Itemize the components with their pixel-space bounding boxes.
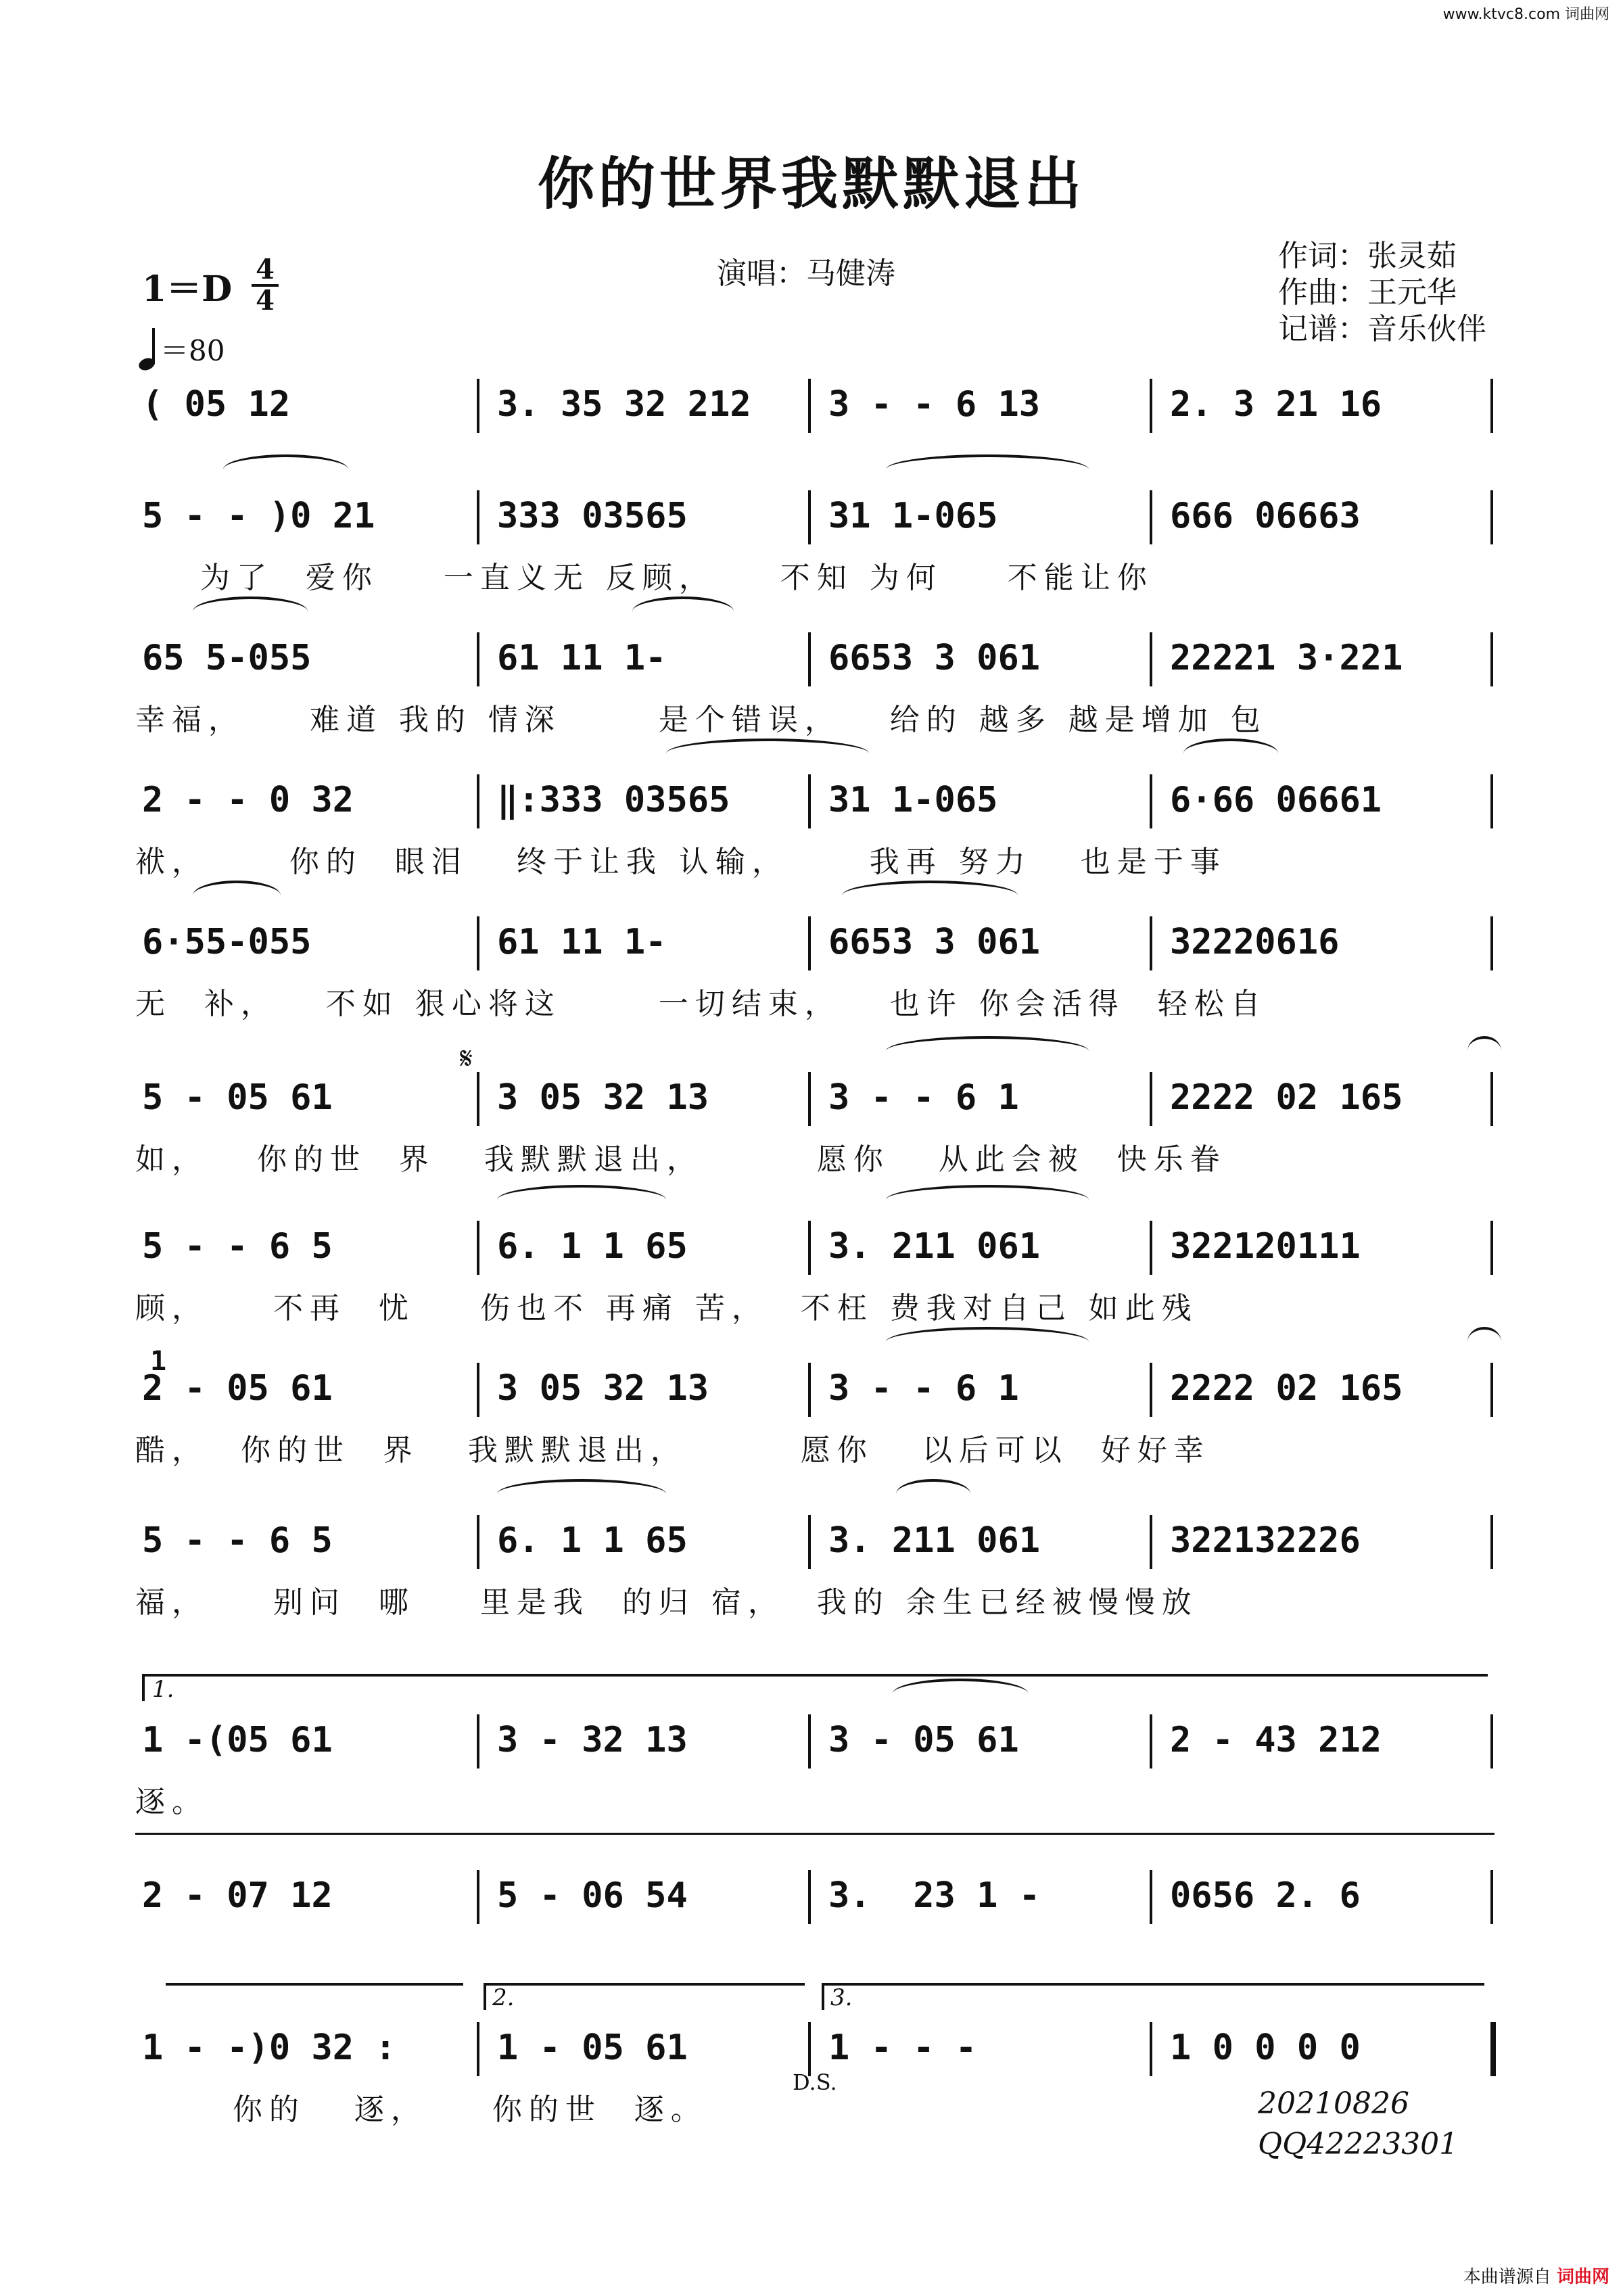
lyrics-row: 你的 逐， 你的世 逐。 bbox=[135, 2092, 707, 2127]
barline bbox=[1490, 379, 1493, 433]
barline bbox=[808, 1221, 811, 1275]
measure: 1 - 05 61 bbox=[497, 2028, 688, 2068]
barline bbox=[1490, 1072, 1493, 1126]
measure: 6·66 06661 bbox=[1170, 780, 1382, 820]
volta-end-line bbox=[166, 1983, 463, 1986]
measure: 6. 1 1 65 bbox=[497, 1520, 688, 1561]
slur-mark bbox=[1467, 1327, 1501, 1357]
composer-credit: 作曲：王元华 bbox=[1278, 275, 1457, 310]
time-bottom: 4 bbox=[252, 284, 279, 315]
notes-row bbox=[135, 1711, 1495, 1769]
barline bbox=[477, 1221, 479, 1275]
measure: 6653 3 061 bbox=[828, 638, 1041, 678]
barline bbox=[808, 379, 811, 433]
singer-credit: 演唱：马健涛 bbox=[717, 256, 895, 291]
notes-row bbox=[135, 375, 1495, 434]
measure: 5 - - )0 21 bbox=[142, 496, 375, 536]
volta-1-tick bbox=[142, 1674, 145, 1701]
source-brand bbox=[1463, 2263, 1609, 2288]
slur-mark bbox=[1183, 739, 1278, 768]
slur-mark bbox=[1467, 1036, 1501, 1066]
lyrics-row: 袱， 你的 眼泪 终于让我 认输， 我再 努力 也是于事 bbox=[135, 845, 1227, 879]
brand-left: 本曲谱源自 bbox=[1463, 2267, 1551, 2287]
measure: 666 06663 bbox=[1170, 496, 1361, 536]
system-divider bbox=[135, 1833, 1495, 1835]
barline bbox=[477, 1363, 479, 1417]
slur-mark bbox=[193, 881, 281, 910]
brand-right: 词曲网 bbox=[1556, 2267, 1609, 2287]
lyrics-row bbox=[135, 1933, 1495, 1973]
barline bbox=[477, 632, 479, 686]
measure: 6. 1 1 65 bbox=[497, 1226, 688, 1267]
slur-mark bbox=[886, 1036, 1089, 1066]
measure: 3 - 32 13 bbox=[497, 1720, 688, 1760]
barline bbox=[1490, 2022, 1496, 2076]
measure: 61 11 1- bbox=[497, 638, 667, 678]
measure: 3. 23 1 - bbox=[828, 1875, 1041, 1916]
barline bbox=[1490, 1714, 1493, 1768]
ds-marking: D.S. bbox=[793, 2069, 837, 2095]
barline bbox=[477, 916, 479, 970]
measure: 3 - - 6 13 bbox=[828, 384, 1041, 425]
volta-3-label: 3. bbox=[830, 1984, 853, 2011]
barline bbox=[477, 1714, 479, 1768]
lyrics-row: 逐。 bbox=[135, 1785, 208, 1819]
lyricist-credit: 作词：张灵茹 bbox=[1278, 239, 1457, 273]
barline bbox=[1490, 1870, 1493, 1924]
volta-1-line bbox=[142, 1674, 1488, 1677]
measure: 31 1-065 bbox=[828, 780, 998, 820]
measure: 32220616 bbox=[1170, 922, 1340, 962]
lyrics-row: 如， 你的世 界 我默默退出， 愿你 从此会被 快乐眷 bbox=[135, 1142, 1227, 1177]
barline bbox=[1150, 2022, 1152, 2076]
time-signature bbox=[252, 256, 279, 315]
barline bbox=[1150, 379, 1152, 433]
measure: 5 - 06 54 bbox=[497, 1875, 688, 1916]
lyrics-row: 为了 爱你 一直义无 反顾， 不知 为何 不能让你 bbox=[135, 561, 1154, 595]
measure: ( 05 12 bbox=[142, 384, 291, 425]
lyrics-row: 幸福， 难道 我的 情深 是个错误， 给的 越多 越是增加 包 bbox=[135, 703, 1267, 737]
measure: 2 - 07 12 bbox=[142, 1875, 333, 1916]
slur-mark bbox=[497, 1185, 666, 1215]
slur-mark bbox=[886, 1185, 1089, 1215]
measure: 333 03565 bbox=[497, 496, 688, 536]
measure: 3. 211 061 bbox=[828, 1520, 1041, 1561]
measure: 1 -(05 61 bbox=[142, 1720, 333, 1760]
barline bbox=[1490, 632, 1493, 686]
notes-row bbox=[135, 1512, 1495, 1570]
measure: 1 0 0 0 0 bbox=[1170, 2028, 1361, 2068]
barline bbox=[808, 1363, 811, 1417]
measure: 2 - - 0 32 bbox=[142, 780, 354, 820]
measure: 22221 3·221 bbox=[1170, 638, 1403, 678]
barline bbox=[1490, 1515, 1493, 1569]
notes-row bbox=[135, 2019, 1495, 2077]
barline bbox=[1150, 1072, 1152, 1126]
slur-mark bbox=[497, 1479, 666, 1509]
lyrics-row: 福， 别问 哪 里是我 的归 宿， 我的 余生已经被慢慢放 bbox=[135, 1585, 1198, 1620]
notes-row bbox=[135, 1217, 1495, 1275]
measure: ‖:333 03565 bbox=[497, 780, 730, 820]
transcriber-qq: QQ42223301 bbox=[1258, 2127, 1459, 2161]
barline bbox=[477, 490, 479, 544]
barline bbox=[1150, 1714, 1152, 1768]
barline bbox=[808, 1515, 811, 1569]
slur-mark bbox=[886, 454, 1089, 484]
volta-3-line bbox=[822, 1983, 1484, 1986]
volta-2-line bbox=[484, 1983, 805, 1986]
slur-mark bbox=[842, 881, 1018, 910]
notes-row bbox=[135, 1867, 1495, 1925]
measure: 3 - - 6 1 bbox=[828, 1368, 1019, 1409]
lyrics-row: 酷， 你的世 界 我默默退出， 愿你 以后可以 好好幸 bbox=[135, 1433, 1210, 1468]
measure: 2. 3 21 16 bbox=[1170, 384, 1382, 425]
barline bbox=[1490, 916, 1493, 970]
slur-mark bbox=[193, 596, 308, 626]
barline bbox=[477, 379, 479, 433]
barline bbox=[1490, 490, 1493, 544]
barline bbox=[1150, 1221, 1152, 1275]
barline bbox=[808, 1714, 811, 1768]
measure: 2 - 43 212 bbox=[1170, 1720, 1382, 1760]
transcriber-credit: 记谱：音乐伙伴 bbox=[1278, 312, 1486, 346]
barline bbox=[477, 1870, 479, 1924]
barline bbox=[808, 1072, 811, 1126]
key-signature: 1＝D bbox=[142, 268, 233, 310]
measure: 3 05 32 13 bbox=[497, 1368, 709, 1409]
measure: 322120111 bbox=[1170, 1226, 1361, 1267]
barline bbox=[1490, 1221, 1493, 1275]
measure: 2 - 05 61 bbox=[142, 1368, 333, 1409]
barline bbox=[808, 916, 811, 970]
barline bbox=[1150, 1515, 1152, 1569]
tempo-marking bbox=[139, 328, 225, 370]
grace-note: 1 bbox=[150, 1346, 167, 1377]
barline bbox=[477, 2022, 479, 2076]
barline bbox=[1150, 632, 1152, 686]
notes-row bbox=[135, 771, 1495, 829]
barline bbox=[808, 774, 811, 828]
measure: 3 05 32 13 bbox=[497, 1077, 709, 1118]
measure: 6·55-055 bbox=[142, 922, 312, 962]
volta-2-tick bbox=[484, 1983, 486, 2010]
quarter-note-icon bbox=[139, 328, 156, 370]
measure: 0656 2. 6 bbox=[1170, 1875, 1361, 1916]
slur-mark bbox=[886, 1327, 1089, 1357]
measure: 322132226 bbox=[1170, 1520, 1361, 1561]
measure: 3 - 05 61 bbox=[828, 1720, 1019, 1760]
barline bbox=[1150, 774, 1152, 828]
measure: 65 5-055 bbox=[142, 638, 312, 678]
lyrics-row: 无 补， 不如 狠心将这 一切结束， 也许 你会活得 轻松自 bbox=[135, 987, 1267, 1021]
barline bbox=[808, 2022, 811, 2076]
barline bbox=[1150, 1870, 1152, 1924]
transcription-date: 20210826 bbox=[1258, 2086, 1409, 2121]
measure: 61 11 1- bbox=[497, 922, 667, 962]
barline bbox=[477, 1072, 479, 1126]
notes-row bbox=[135, 1359, 1495, 1418]
measure: 2222 02 165 bbox=[1170, 1077, 1403, 1118]
volta-1-label: 1. bbox=[152, 1676, 174, 1703]
measure: 3. 35 32 212 bbox=[497, 384, 751, 425]
slur-mark bbox=[666, 739, 869, 768]
measure: 3 - - 6 1 bbox=[828, 1077, 1019, 1118]
measure: 5 - - 6 5 bbox=[142, 1520, 333, 1561]
barline bbox=[1490, 1363, 1493, 1417]
barline bbox=[808, 490, 811, 544]
measure: 31 1-065 bbox=[828, 496, 998, 536]
slur-mark bbox=[896, 1479, 970, 1509]
measure: 3. 211 061 bbox=[828, 1226, 1041, 1267]
volta-2-label: 2. bbox=[492, 1984, 515, 2011]
notes-row bbox=[135, 629, 1495, 687]
barline bbox=[1150, 1363, 1152, 1417]
barline bbox=[477, 774, 479, 828]
tempo-value: ＝80 bbox=[160, 334, 225, 367]
measure: 5 - - 6 5 bbox=[142, 1226, 333, 1267]
measure: 1 - -)0 32 : bbox=[142, 2028, 396, 2068]
volta-3-tick bbox=[822, 1983, 824, 2010]
segno-icon: 𝄋 bbox=[460, 1041, 473, 1076]
barline bbox=[808, 1870, 811, 1924]
barline bbox=[1150, 916, 1152, 970]
slur-mark bbox=[223, 454, 348, 484]
time-top: 4 bbox=[256, 254, 275, 285]
barline bbox=[1490, 774, 1493, 828]
notes-row bbox=[135, 487, 1495, 545]
notes-row bbox=[135, 913, 1495, 971]
song-title: 你的世界我默默退出 bbox=[537, 150, 1085, 217]
measure: 1 - - - bbox=[828, 2028, 977, 2068]
barline bbox=[808, 632, 811, 686]
slur-mark bbox=[893, 1679, 1028, 1708]
barline bbox=[1150, 490, 1152, 544]
measure: 5 - 05 61 bbox=[142, 1077, 333, 1118]
notes-row bbox=[135, 1069, 1495, 1127]
slur-mark bbox=[632, 596, 734, 626]
lyrics-row: 顾， 不再 忧 伤也不 再痛 苦， 不枉 费我对自己 如此残 bbox=[135, 1291, 1198, 1326]
measure: 2222 02 165 bbox=[1170, 1368, 1403, 1409]
measure: 6653 3 061 bbox=[828, 922, 1041, 962]
site-watermark: www.ktvc8.com 词曲网 bbox=[1442, 6, 1609, 23]
barline bbox=[477, 1515, 479, 1569]
